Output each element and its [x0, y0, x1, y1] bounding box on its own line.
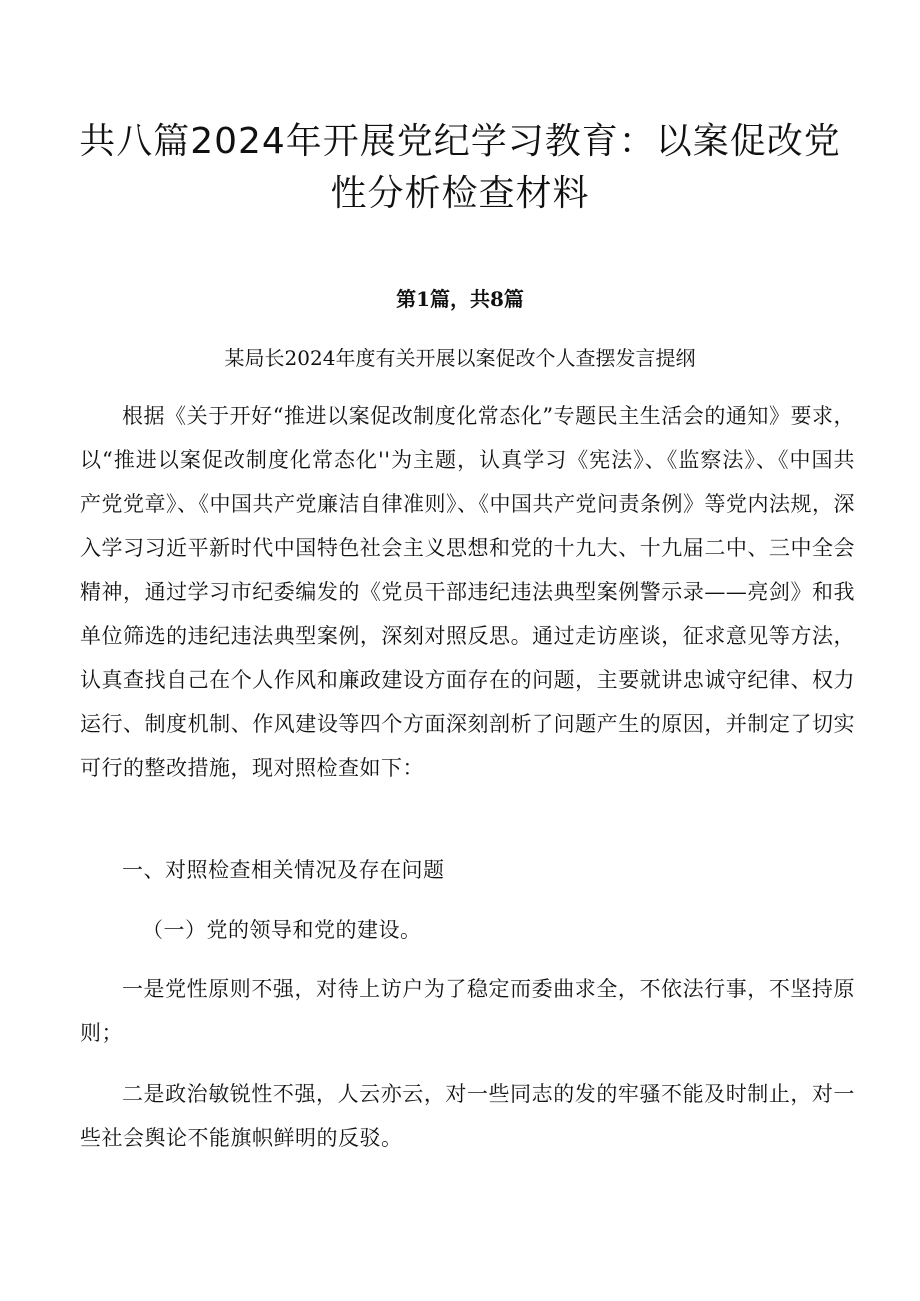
document-title: 共八篇2024年开展党纪学习教育：以案促改党性分析检查材料	[79, 121, 841, 214]
section-heading-1: 一、对照检查相关情况及存在问题	[122, 858, 445, 882]
intro-paragraph: 根据《关于开好“推进以案促改制度化常态化”专题民主生活会的通知》要求，以“推进以案促改制度化常态化''为主题，认真学习《宪法》、《监察法》、《中国共产党党章》、《中国共产党廉洁自律准则》、《中国共产党问责条例》等党内法规，深入学习习近平新时代中国特色社会主义思想和党的十九大、十九届二中、三中全会精神，通过学习市纪委编发的《党员干部违纪违法典型案例警示录——亮剑》和我单位筛选的违纪违法典型案例，深刻对照反思。通过走访座谈，征求意见等方法，认真查找自己在个人作风和廉政建设方面存在的问题，主要就讲忠诚守纪律、权力运行、制度机制、作风建设等四个方面深刻剖析了问题产生的原因，并制定了切实可行的整改措施，现对照检查如下：	[80, 404, 855, 780]
problem-item-2: 二是政治敏锐性不强，人云亦云，对一些同志的发的牢骚不能及时制止，对一些社会舆论不能旗帜鲜明的反驳。	[80, 1082, 855, 1150]
subsection-heading-1: （一）党的领导和党的建设。	[142, 918, 422, 942]
problem-item-1: 一是党性原则不强，对待上访户为了稳定而委曲求全，不依法行事，不坚持原则；	[80, 977, 855, 1045]
part-label: 第1篇，共8篇	[396, 287, 524, 311]
document-subtitle: 某局长2024年度有关开展以案促改个人查摆发言提纲	[224, 346, 696, 370]
